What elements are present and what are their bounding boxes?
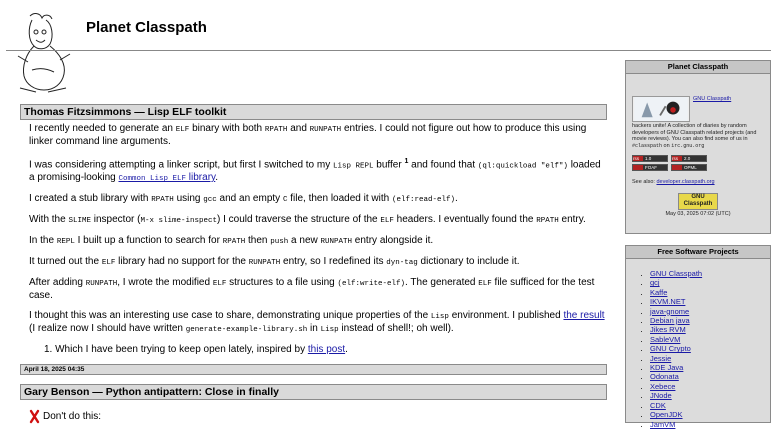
text: . bbox=[345, 344, 348, 356]
text: In the bbox=[29, 235, 57, 247]
paragraph-7 bbox=[29, 277, 607, 302]
code: push bbox=[270, 238, 289, 247]
code: gcc bbox=[203, 196, 217, 205]
code: dyn-tag bbox=[386, 259, 418, 268]
text: using bbox=[173, 193, 204, 205]
text: I built up a function to search for bbox=[74, 235, 223, 247]
entry-1-header[interactable]: Thomas Fitzsimmons — Lisp ELF toolkit bbox=[20, 104, 607, 120]
entry-1 bbox=[20, 104, 607, 375]
code: C bbox=[282, 196, 288, 205]
text: (I realize now I should have written bbox=[29, 323, 186, 335]
text: structures to a file using bbox=[226, 277, 338, 289]
paragraph-8 bbox=[29, 310, 607, 336]
code: Lisp bbox=[320, 326, 339, 335]
badge-right: OPML bbox=[682, 165, 706, 170]
text: dictionary to include it. bbox=[417, 256, 520, 268]
projects-list bbox=[626, 259, 770, 429]
site-title: Planet Classpath bbox=[86, 19, 207, 36]
updated-timestamp: May 03, 2025 07:02 (UTC) bbox=[665, 210, 731, 217]
intro-text-block bbox=[693, 96, 731, 122]
code: RUNPATH bbox=[320, 238, 353, 247]
project-link[interactable]: Jikes RVM bbox=[650, 325, 686, 335]
gnu-duke-image-icon bbox=[632, 96, 690, 122]
sidebar-planet-box bbox=[625, 60, 771, 234]
text: I created a stub library with bbox=[29, 193, 152, 205]
text: ) I could traverse the structure of the bbox=[216, 214, 381, 226]
text: With the bbox=[29, 214, 69, 226]
code: Common Lisp ELF bbox=[118, 175, 187, 184]
project-item bbox=[650, 382, 770, 391]
project-link[interactable]: Debian java bbox=[650, 316, 690, 326]
text: entry alongside it. bbox=[352, 235, 434, 247]
entry-1-date[interactable]: April 18, 2025 04:35 bbox=[20, 364, 607, 375]
code: M-x slime-inspect bbox=[140, 217, 217, 226]
badge-left: rss bbox=[633, 156, 643, 161]
foaf-badge[interactable] bbox=[632, 164, 668, 171]
text: I recently needed to generate an bbox=[29, 123, 176, 134]
text: and found that bbox=[408, 159, 478, 171]
code: ELF bbox=[101, 259, 116, 268]
project-link[interactable]: JamVM bbox=[650, 419, 676, 429]
text: instead of shell!; oh well). bbox=[338, 323, 454, 335]
project-item bbox=[650, 372, 770, 381]
code: ELF bbox=[380, 217, 394, 226]
badge-left bbox=[633, 165, 643, 170]
project-item bbox=[650, 325, 770, 334]
paragraph-2 bbox=[29, 156, 607, 185]
project-item bbox=[650, 307, 770, 316]
project-link[interactable]: OpenJDK bbox=[650, 410, 683, 420]
the-result-link[interactable]: the result bbox=[563, 310, 605, 322]
project-item bbox=[650, 344, 770, 353]
code: ELF bbox=[175, 126, 190, 134]
sidebar-planet-body bbox=[626, 74, 770, 221]
code: RPATH bbox=[264, 126, 288, 134]
gnu-classpath-link[interactable]: GNU Classpath bbox=[693, 96, 732, 102]
project-item bbox=[650, 354, 770, 363]
text: . bbox=[454, 193, 458, 205]
code: generate-example-library.sh bbox=[185, 326, 308, 335]
project-link[interactable]: Xebece bbox=[650, 381, 676, 391]
project-link[interactable]: JNode bbox=[650, 391, 672, 401]
text: binary with both bbox=[189, 123, 265, 134]
text: headers. I eventually found the bbox=[393, 214, 537, 226]
badge-right: FOAF bbox=[643, 165, 667, 170]
code: RPATH bbox=[151, 196, 174, 205]
project-link[interactable]: SableVM bbox=[650, 334, 681, 344]
text: It turned out the bbox=[29, 256, 102, 268]
text: entry. bbox=[558, 214, 586, 226]
text: entry, so I redefined its bbox=[280, 256, 387, 268]
paragraph-1 bbox=[29, 123, 607, 148]
opml-badge[interactable] bbox=[671, 164, 707, 171]
code: (elf:read-elf) bbox=[391, 196, 455, 205]
project-item bbox=[650, 316, 770, 325]
code: Lisp REPL bbox=[333, 162, 374, 171]
text: , I wrote the modified bbox=[117, 277, 213, 289]
code: RPATH bbox=[536, 217, 559, 226]
project-item bbox=[650, 288, 770, 297]
project-link[interactable]: GNU Classpath bbox=[650, 269, 703, 278]
rss-10-badge[interactable] bbox=[632, 155, 668, 162]
entry-1-body bbox=[20, 120, 607, 356]
text: 1. Which I have been trying to keep open lately, inspired by bbox=[44, 344, 308, 356]
intro-text: hackers unite! A collection of diaries by random developers of GNU Classpath related projects (and movie reviews). You can also find some of us in bbox=[632, 123, 757, 142]
project-item bbox=[650, 401, 770, 410]
project-item bbox=[650, 391, 770, 400]
code: SLIME bbox=[68, 217, 91, 226]
text: . bbox=[215, 172, 219, 184]
badge-left bbox=[672, 165, 682, 170]
gnu-hacker-logo-icon bbox=[14, 10, 72, 96]
this-post-link[interactable]: this post bbox=[307, 344, 346, 356]
text: and an empty bbox=[216, 193, 283, 205]
text: in bbox=[307, 323, 321, 335]
entry-2-header[interactable]: Gary Benson — Python antipattern: Close in finally bbox=[20, 384, 607, 400]
project-item bbox=[650, 297, 770, 306]
code: ELF bbox=[212, 280, 227, 289]
paragraph-4 bbox=[29, 214, 607, 227]
feed-badges bbox=[632, 155, 764, 171]
intro-description bbox=[632, 123, 764, 149]
project-link[interactable]: CDK bbox=[650, 400, 666, 410]
code: REPL bbox=[56, 238, 75, 247]
project-link[interactable]: Odonata bbox=[650, 372, 679, 382]
dont-line bbox=[20, 410, 607, 423]
project-item bbox=[650, 410, 770, 419]
text: I was considering attempting a linker script, but first I switched to my bbox=[29, 159, 334, 171]
paragraph-6 bbox=[29, 256, 607, 269]
see-also-label: See also: bbox=[632, 179, 655, 185]
irc-channel: #classpath bbox=[632, 142, 663, 149]
text: and bbox=[287, 123, 310, 134]
text: file, then loaded it with bbox=[287, 193, 392, 205]
code: ELF bbox=[478, 280, 492, 289]
project-item bbox=[650, 363, 770, 372]
code: Lisp bbox=[430, 313, 449, 322]
red-x-icon bbox=[29, 410, 40, 423]
sidebar-projects-title: Free Software Projects bbox=[626, 246, 770, 259]
code: RUNPATH bbox=[248, 259, 281, 268]
badge-right: 1.0 bbox=[643, 156, 667, 161]
text: environment. I published bbox=[448, 310, 564, 322]
code: (ql:quickload "elf") bbox=[477, 162, 568, 171]
header-divider bbox=[6, 50, 771, 51]
text: then bbox=[245, 235, 271, 247]
text: loaded a promising-looking bbox=[29, 159, 601, 184]
entry-2 bbox=[20, 384, 607, 423]
developer-classpath-link[interactable]: developer.classpath.org bbox=[656, 179, 715, 185]
rss-20-badge[interactable] bbox=[671, 155, 707, 162]
code: RUNPATH bbox=[309, 126, 342, 134]
text: library had no support for the bbox=[115, 256, 249, 268]
project-item bbox=[650, 269, 770, 278]
text: file sufficed for the test case. bbox=[29, 277, 595, 302]
sidebar-planet-title: Planet Classpath bbox=[626, 61, 770, 74]
project-item bbox=[650, 335, 770, 344]
code: (elf:write-elf) bbox=[337, 280, 406, 289]
text: inspector ( bbox=[90, 214, 141, 226]
project-item bbox=[650, 420, 770, 429]
project-link[interactable]: gcj bbox=[650, 278, 660, 288]
text: After adding bbox=[29, 277, 86, 289]
project-link[interactable]: Kaffe bbox=[650, 287, 668, 297]
project-link[interactable]: KDE Java bbox=[650, 363, 684, 373]
badge-left: rss bbox=[672, 156, 682, 161]
project-link[interactable]: java-gnome bbox=[650, 306, 690, 316]
see-also bbox=[632, 179, 764, 186]
common-lisp-elf-link[interactable] bbox=[118, 172, 219, 184]
irc-server: irc.gnu.org bbox=[671, 142, 705, 149]
text: . The generated bbox=[405, 277, 479, 289]
paragraph-3 bbox=[29, 193, 607, 206]
footnote-ref[interactable]: 1 bbox=[404, 158, 409, 165]
code: RUNPATH bbox=[85, 280, 118, 289]
text: I thought this was an interesting use case to share, demonstrating unique properties of the bbox=[29, 310, 431, 322]
gnu-classpath-badge[interactable]: GNU Classpath bbox=[678, 193, 718, 210]
paragraph-5 bbox=[29, 235, 607, 248]
project-item bbox=[650, 278, 770, 287]
text: entries. I could not figure out how to produce this using linker command line arguments. bbox=[29, 123, 587, 147]
badge-right: 2.0 bbox=[682, 156, 706, 161]
text: buffer bbox=[373, 159, 405, 171]
project-link[interactable]: Jessie bbox=[650, 353, 672, 363]
project-link[interactable]: IKVM.NET bbox=[650, 297, 686, 307]
sidebar-projects-box bbox=[625, 245, 771, 429]
footnote-1 bbox=[29, 344, 607, 356]
code: RPATH bbox=[222, 238, 246, 247]
dont-text: Don't do this: bbox=[43, 411, 102, 422]
intro-block bbox=[632, 96, 764, 122]
project-link[interactable]: GNU Crypto bbox=[650, 344, 691, 354]
text: a new bbox=[288, 235, 321, 247]
text: library bbox=[186, 172, 216, 184]
irc-on: on bbox=[663, 142, 670, 149]
